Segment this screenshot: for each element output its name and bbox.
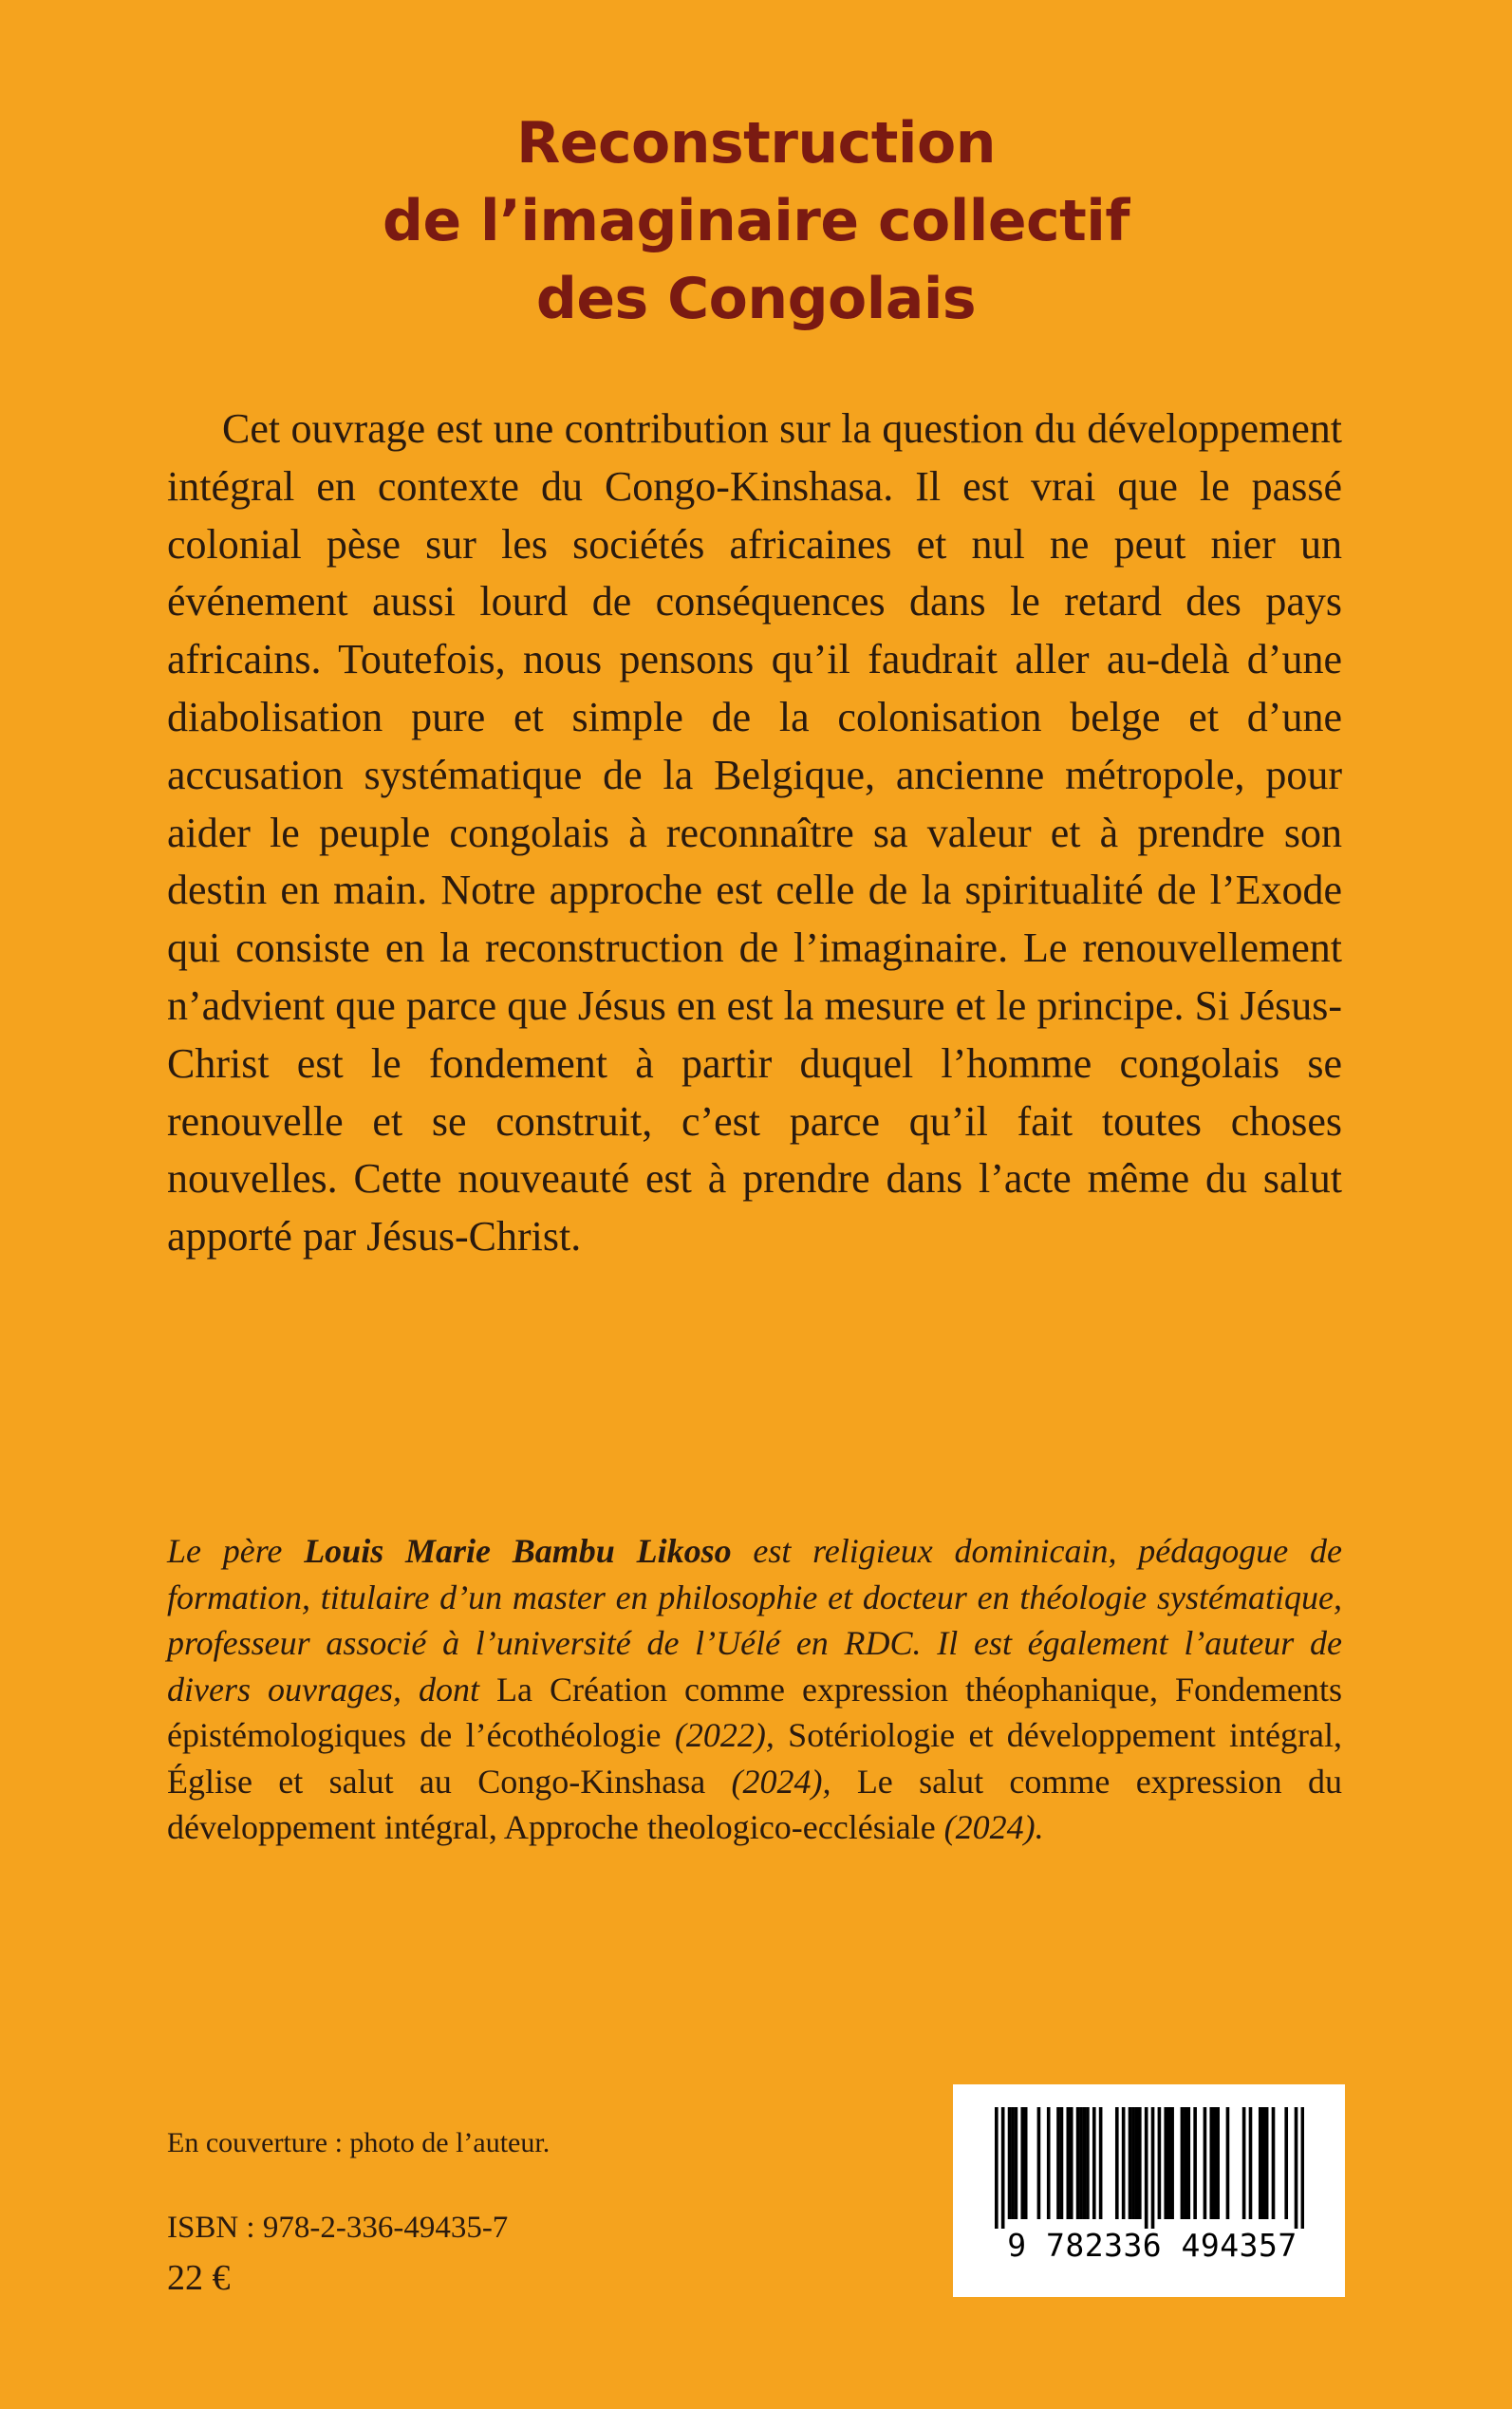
barcode-bar xyxy=(1164,2107,1167,2219)
barcode-bar xyxy=(1115,2107,1119,2219)
barcode-bar xyxy=(1193,2107,1197,2219)
barcode-bar xyxy=(1129,2107,1132,2219)
barcode-bar xyxy=(1186,2107,1190,2219)
barcode-bar xyxy=(1135,2107,1139,2219)
barcode-bars xyxy=(995,2107,1304,2229)
barcode-bar xyxy=(1131,2107,1135,2219)
book-summary xyxy=(167,401,1342,1266)
work-year-3: (2024). xyxy=(935,1808,1044,1846)
barcode-bar xyxy=(1216,2107,1220,2219)
barcode-bar xyxy=(1167,2107,1171,2219)
work-year-1: (2022), xyxy=(661,1716,775,1754)
barcode-bar xyxy=(1138,2107,1142,2219)
price: 22 € xyxy=(167,2258,231,2298)
barcode-bar xyxy=(1066,2107,1070,2219)
barcode-bar xyxy=(1047,2107,1051,2219)
bio-intro: Le père xyxy=(167,1532,305,1570)
barcode-bar xyxy=(1020,2107,1024,2219)
work-year-2: (2024), xyxy=(705,1762,831,1801)
title-line-3: des Congolais xyxy=(535,266,977,332)
barcode-bar xyxy=(1301,2107,1304,2229)
barcode-bar xyxy=(1170,2107,1174,2219)
barcode-bar xyxy=(1284,2107,1288,2219)
title-line-1: Reconstruction xyxy=(516,110,996,177)
barcode-bar xyxy=(1060,2107,1064,2219)
barcode-bar xyxy=(1209,2107,1213,2219)
isbn: ISBN : 978-2-336-49435-7 xyxy=(167,2211,509,2245)
barcode-bar xyxy=(1242,2107,1246,2219)
barcode-bar xyxy=(1015,2107,1018,2219)
barcode-bar xyxy=(995,2107,999,2229)
barcode-bar xyxy=(1265,2107,1269,2219)
barcode-bar xyxy=(1184,2107,1187,2219)
barcode-bar xyxy=(1272,2107,1276,2219)
barcode-bar xyxy=(1076,2107,1080,2219)
barcode-bar xyxy=(1099,2107,1103,2219)
barcode-bar xyxy=(1011,2107,1015,2219)
barcode-bar xyxy=(1122,2107,1126,2219)
barcode-bar xyxy=(1145,2107,1148,2229)
barcode-bar xyxy=(1086,2107,1090,2219)
summary-text: Cet ouvrage est une contribution sur la question du développement intégral en contexte du Congo-Kinshasa. Il est vrai que le passé colonial pèse sur les sociétés africaines et nul ne peut nier un événement aussi lourd de conséquences dans le retard des pays africains. Toutefois, nous pensons qu’il faudrait aller au-delà d’une diabolisation pure et simple de la colonisation belge et d’une accusation systématique de la Belgique, ancienne métropole, pour aider le peuple congolais à reconnaître sa valeur et à prendre son destin en main. Notre approche est celle de la spiritualité de l’Exode qui consiste en la reconstruction de l’imaginaire. Le renouvellement n’advient que parce que Jésus en est la mesure et le principe. Si Jésus-Christ est le fondement à partir duquel l’homme congolais se renouvelle et se construit, c’est parce qu’il fait toutes choses nouvelles. Cette nouveauté est à prendre dans l’acte même du salut apporté par Jésus-Christ. xyxy=(167,405,1342,1261)
author-bio xyxy=(167,1528,1342,1851)
barcode-bar xyxy=(1295,2107,1298,2229)
barcode-bar xyxy=(1249,2107,1253,2219)
barcode-bar xyxy=(1083,2107,1087,2219)
author-name: Louis Marie Bambu Likoso xyxy=(304,1532,732,1570)
barcode-bar xyxy=(1056,2107,1060,2219)
barcode-bar xyxy=(1226,2107,1230,2219)
title-line-2: de l’imaginaire collectif xyxy=(383,188,1129,254)
barcode-bar xyxy=(1024,2107,1028,2219)
book-title xyxy=(0,104,1512,338)
bio-description: est religieux dominicain, pédagogue de formation, titulaire d’un master en philosophie et docteur en théologie systématique, professeur associé à l’université de l’Uélé en RDC. Il est également l’auteur de divers ouvrages, dont xyxy=(167,1532,1342,1709)
barcode-bar xyxy=(1213,2107,1217,2219)
barcode xyxy=(953,2084,1345,2297)
barcode-bar xyxy=(1070,2107,1073,2219)
work-title-2: Sotériologie et développement intégral, Église et salut au Congo-Kinshasa xyxy=(167,1716,1343,1801)
barcode-bar xyxy=(1181,2107,1185,2219)
barcode-bar xyxy=(1037,2107,1041,2219)
barcode-bar xyxy=(1001,2107,1005,2229)
barcode-bar xyxy=(1151,2107,1155,2229)
barcode-bar xyxy=(1259,2107,1262,2219)
work-title-3: Le salut comme expression du développement intégral, Approche theologico-ecclésiale xyxy=(167,1762,1342,1846)
cover-credit: En couverture : photo de l’auteur. xyxy=(167,2127,551,2158)
barcode-bar xyxy=(1158,2107,1162,2219)
barcode-bar xyxy=(1008,2107,1012,2219)
work-title-1: La Création comme expression théophanique, Fondements épistémologiques de l’écothéologie xyxy=(167,1670,1342,1754)
barcode-digits: 9 782336 494357 xyxy=(1007,2227,1297,2264)
barcode-bar xyxy=(1261,2107,1265,2219)
barcode-bar xyxy=(1079,2107,1083,2219)
barcode-bar xyxy=(1092,2107,1096,2219)
barcode-bar xyxy=(1204,2107,1207,2219)
